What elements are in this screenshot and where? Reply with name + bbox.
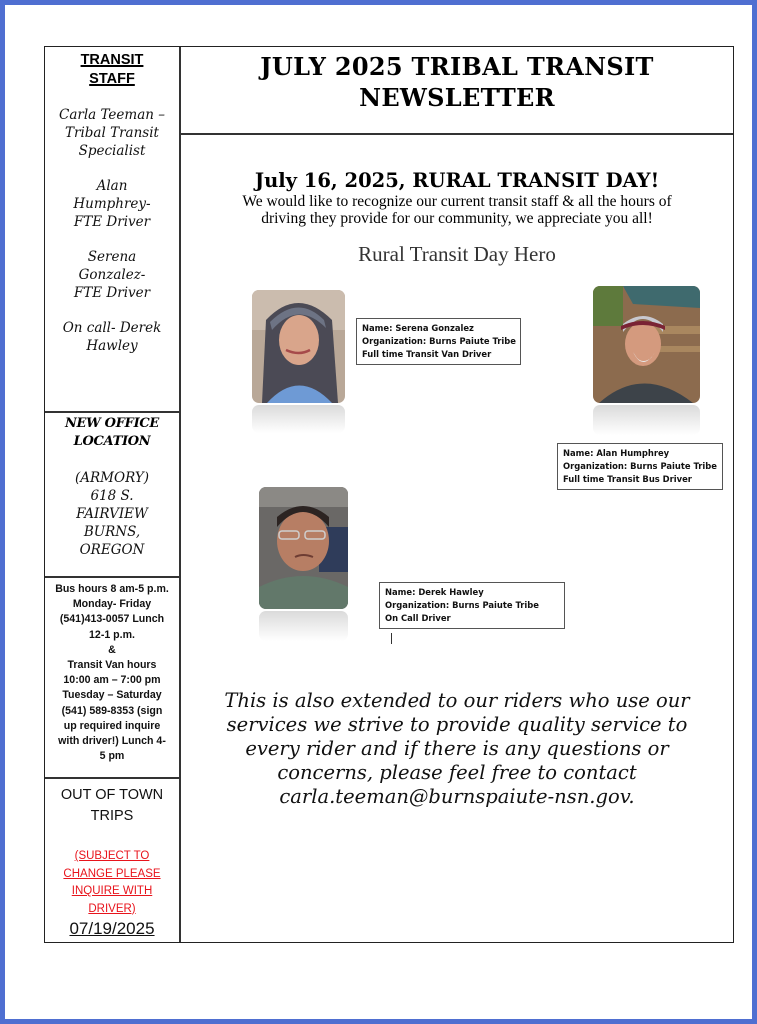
- hours-line: &: [108, 643, 116, 656]
- event-title: July 16, 2025, RURAL TRANSIT DAY!: [254, 169, 660, 192]
- person-photo-icon: [259, 487, 348, 609]
- hero-caption-alan: [557, 443, 723, 490]
- contact-email[interactable]: carla.teeman@burnspaiute-nsn.gov.: [279, 785, 635, 808]
- hero-role: Full time Transit Bus Driver: [563, 474, 692, 484]
- intro-line: driving they provide for our community, we appreciate you all!: [261, 210, 653, 227]
- hero-organization: Organization: Burns Paiute Tribe: [385, 600, 539, 610]
- staff-entry-alan: [45, 177, 179, 231]
- address-line: FAIRVIEW: [76, 506, 148, 522]
- photo-reflection: [259, 611, 348, 641]
- trip-date: 07/19/2025: [69, 919, 155, 938]
- staff-line: Alan: [96, 178, 128, 194]
- hero-organization: Organization: Burns Paiute Tribe: [563, 461, 717, 471]
- hours-line: 5 pm: [99, 750, 125, 763]
- hours-line: Bus hours 8 am-5 p.m.: [55, 583, 169, 595]
- closing-line: concerns, please feel free to contact: [277, 761, 637, 784]
- staff-entry-serena: [45, 248, 179, 302]
- staff-line: Specialist: [78, 143, 146, 159]
- hero-name: Name: Derek Hawley: [385, 587, 484, 597]
- heading-line: TRIPS: [90, 808, 134, 824]
- hero-caption-derek: [379, 582, 565, 629]
- person-photo-icon: [252, 290, 345, 403]
- staff-entry-carla: [45, 106, 179, 160]
- office-address: [45, 469, 179, 559]
- hero-role: Full time Transit Van Driver: [362, 349, 492, 359]
- heading-line: STAFF: [89, 71, 135, 87]
- hero-caption-serena: [356, 318, 521, 365]
- intro-line: We would like to recognize our current transit staff & all the hours of: [242, 193, 672, 210]
- hero-name: Name: Alan Humphrey: [563, 448, 670, 458]
- office-location-heading: [45, 413, 179, 451]
- hours-line: Monday- Friday: [72, 598, 152, 611]
- heading-line: NEW OFFICE: [64, 416, 160, 431]
- hero-photo-derek: [259, 487, 348, 609]
- newsletter-sheet: [44, 46, 734, 943]
- hours-line: 10:00 am – 7:00 pm: [63, 674, 161, 687]
- photo-reflection: [593, 405, 700, 435]
- closing-line: services we strive to provide quality service to: [226, 713, 688, 736]
- office-location-section: [45, 413, 179, 578]
- service-hours-text: [45, 578, 179, 764]
- address-line: (ARMORY): [75, 470, 149, 486]
- title-line: NEWSLETTER: [359, 83, 555, 112]
- hero-photo-alan: [593, 286, 700, 403]
- sidebar: [45, 47, 181, 942]
- address-line: OREGON: [79, 542, 145, 558]
- notice-line: INQUIRE WITH: [71, 885, 153, 897]
- notice-line: (SUBJECT TO: [74, 850, 150, 862]
- staff-line: FTE Driver: [73, 214, 151, 230]
- transit-staff-heading: [45, 47, 179, 89]
- person-photo-icon: [593, 286, 700, 403]
- hours-line: Tuesday – Saturday: [62, 689, 162, 702]
- address-line: 618 S.: [90, 488, 134, 504]
- newsletter-title-box: [181, 47, 733, 135]
- staff-line: Humphrey-: [73, 196, 151, 212]
- out-of-town-trips-heading: [45, 779, 179, 827]
- newsletter-title: [181, 47, 733, 113]
- transit-staff-section: [45, 47, 179, 413]
- heading-line: TRANSIT: [80, 52, 144, 68]
- address-line: BURNS,: [83, 524, 141, 540]
- hours-line: (541)413-0057 Lunch: [59, 613, 165, 626]
- heading-line: LOCATION: [73, 434, 151, 449]
- closing-paragraph: [195, 689, 719, 809]
- trips-change-notice: [45, 848, 179, 918]
- hours-line: 12-1 p.m.: [89, 628, 135, 641]
- hours-line: up required inquire: [63, 719, 161, 732]
- hero-organization: Organization: Burns Paiute Tribe: [362, 336, 516, 346]
- out-of-town-trips-section: [45, 779, 179, 942]
- staff-line: On call- Derek: [62, 320, 162, 336]
- staff-line: Hawley: [86, 338, 138, 354]
- staff-line: Tribal Transit: [65, 125, 159, 141]
- staff-line: Serena: [87, 249, 137, 265]
- staff-line: FTE Driver: [73, 285, 151, 301]
- hero-photo-serena: [252, 290, 345, 403]
- notice-line: DRIVER): [88, 902, 136, 915]
- text-cursor-mark: [391, 633, 392, 644]
- notice-line: CHANGE PLEASE: [63, 867, 161, 880]
- staff-entry-derek: [45, 319, 179, 355]
- hero-section-title: Rural Transit Day Hero: [358, 242, 556, 266]
- hero-name: Name: Serena Gonzalez: [362, 323, 474, 333]
- title-line: JULY 2025 TRIBAL TRANSIT: [260, 52, 654, 81]
- hours-line: with driver!) Lunch 4-: [58, 735, 166, 748]
- hours-line: Transit Van hours: [67, 659, 157, 672]
- staff-line: Carla Teeman –: [58, 107, 165, 123]
- photo-reflection: [252, 405, 345, 433]
- staff-line: Gonzalez-: [78, 267, 146, 283]
- heading-line: OUT OF TOWN: [60, 787, 164, 803]
- service-hours-section: [45, 578, 179, 779]
- hours-line: (541) 589-8353 (sign: [61, 704, 163, 717]
- main-content: [181, 47, 733, 942]
- hero-role: On Call Driver: [385, 613, 451, 623]
- intro-paragraph: [191, 193, 723, 227]
- closing-line: every rider and if there is any questions or: [245, 737, 669, 760]
- closing-line: This is also extended to our riders who use our: [224, 689, 690, 712]
